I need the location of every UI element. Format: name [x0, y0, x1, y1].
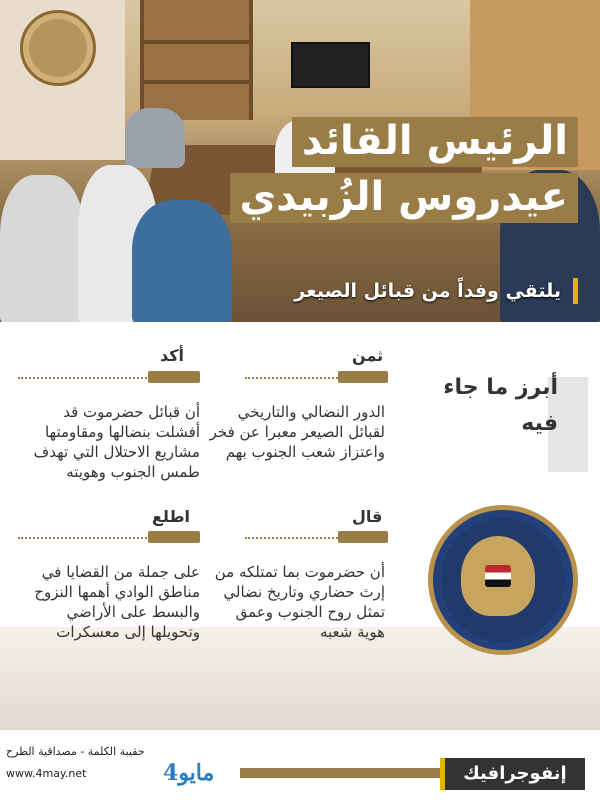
footer-url[interactable]: www.4may.net [6, 767, 87, 780]
highlights-panel [0, 322, 600, 730]
footer-infographic-label: إنفوجرافيك [440, 758, 585, 790]
wall-emblem [20, 10, 96, 86]
logo-text: 4مايو [163, 760, 215, 786]
section-body-informed: على جملة من القضايا في مناطق الوادي أهمها النزوح والبسط على الأراضي وتحويلها إلى معسكرات [34, 563, 200, 641]
meeting-photo [0, 0, 600, 322]
television [291, 42, 370, 88]
section-body-praised: الدور النضالي والتاريخي لقبائل الصيعر معبرا عن فخر واعتزاز شعب الجنوب بهم [209, 403, 385, 461]
section-title-affirmed: أكد [160, 346, 185, 365]
section-marker [148, 531, 200, 543]
stc-seal [428, 505, 578, 655]
bookshelf [140, 0, 253, 120]
footer-slogan: حقيبة الكلمة - مصداقية الطرح [6, 745, 145, 758]
headline-line2: عيدروس الزُبيدي [230, 173, 579, 223]
headline-line1: الرئيس القائد [292, 117, 578, 167]
logo[interactable] [163, 750, 238, 788]
highlights-heading: أبرز ما جاء فيه [443, 375, 558, 436]
section-marker [148, 371, 200, 383]
person [125, 108, 185, 168]
section-marker [338, 531, 388, 543]
section-title-informed: اطلع [152, 507, 191, 526]
section-marker [338, 371, 388, 383]
footer [0, 730, 600, 800]
section-title-praised: ثمن [352, 346, 384, 365]
headline-subtitle: يلتقي وفداً من قبائل الصيعر [294, 278, 578, 304]
headline [230, 117, 579, 229]
section-body-said: أن حضرموت بما تمتلكه من إرث حضاري وتاريخ نضالي تمثل روح الجنوب وعمق هوية شعبه [214, 563, 385, 641]
section-body-affirmed: أن قبائل حضرموت قد أفشلت بنضالها ومقاومتها مشاريع الاحتلال التي تهدف طمس الجنوب وهويته [33, 403, 200, 481]
section-title-said: قال [352, 507, 383, 526]
person [0, 175, 85, 322]
flag-icon [485, 565, 511, 587]
person [132, 200, 232, 322]
